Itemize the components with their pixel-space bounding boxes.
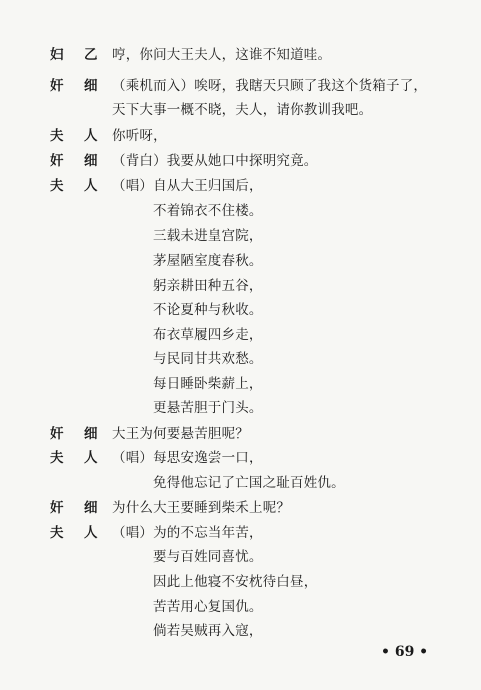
speech-text: （唱）为的不忘当年苦， — [112, 525, 263, 541]
verse-text: 与民同甘共欢愁。 — [153, 351, 263, 367]
verse-text: 三载未进皇宫院， — [153, 228, 263, 244]
speech-text: 你听呀， — [112, 128, 167, 144]
page-number: • 69 • — [381, 644, 429, 660]
speech-text: （乘机而入）唉呀，我瞎天只顾了我这个货箱子了， — [112, 78, 428, 94]
speech-text: （背白）我要从她口中探明究竟。 — [112, 153, 318, 169]
verse-text: 布衣草履四乡走， — [153, 327, 263, 343]
verse-text: 因此上他寝不安枕待白昼， — [153, 574, 318, 590]
script-page: 妇 乙 哼，你问大王夫人，这谁不知道哇。 奸 细 （乘机而入）唉呀，我瞎天只顾了我这个货箱子了， 天下大事一概不晓，夫人，请你教训我吧。 夫 人 你听呀， 奸 细 （背白）我要从她口中探明究竟。 夫 人 （唱）自从大王归国后， 不着锦衣不住楼。 三载未进皇宫院， 茅屋陋室度春秋。 躬亲耕田种五谷， 不论夏种与秋收。 布衣草履四乡走， 与民同甘共欢愁。 每日睡卧柴薪上， 更悬苦胆于门头。 奸 细 大王为何要悬苦胆呢？ 夫 人 （唱）每思安逸尝一口， 免得他忘记了亡国之耻百姓仇。 奸 细 为什么大王要睡到柴禾上呢？ 夫 人 （唱）为的不忘当年苦， 要与百姓同喜忧。 因此上他寝不安枕待白昼， 苦苦用心复国仇。 倘若吴贼再入寇， • 69 • — [0, 0, 481, 690]
verse-text: 更悬苦胆于门头。 — [153, 400, 263, 416]
verse-text: 要与百姓同喜忧。 — [153, 549, 263, 565]
speech-text: （唱）每思安逸尝一口， — [112, 450, 263, 466]
verse-text: 倘若吴贼再入寇， — [153, 623, 263, 639]
verse-text: 茅屋陋室度春秋。 — [153, 253, 263, 269]
verse-text: 每日睡卧柴薪上， — [153, 376, 263, 392]
speech-text: 为什么大王要睡到柴禾上呢？ — [112, 500, 291, 516]
verse-text: 免得他忘记了亡国之耻百姓仇。 — [153, 475, 345, 491]
verse-text: 苦苦用心复国仇。 — [153, 599, 263, 615]
speech-text: 天下大事一概不晓，夫人，请你教训我吧。 — [112, 102, 373, 118]
speech-text: （唱）自从大王归国后， — [112, 178, 263, 194]
verse-text: 不着锦衣不住楼。 — [153, 203, 263, 219]
verse-text: 躬亲耕田种五谷， — [153, 278, 263, 294]
speech-text: 哼，你问大王夫人，这谁不知道哇。 — [112, 47, 332, 63]
speech-text: 大王为何要悬苦胆呢？ — [112, 426, 249, 442]
verse-text: 不论夏种与秋收。 — [153, 302, 263, 318]
